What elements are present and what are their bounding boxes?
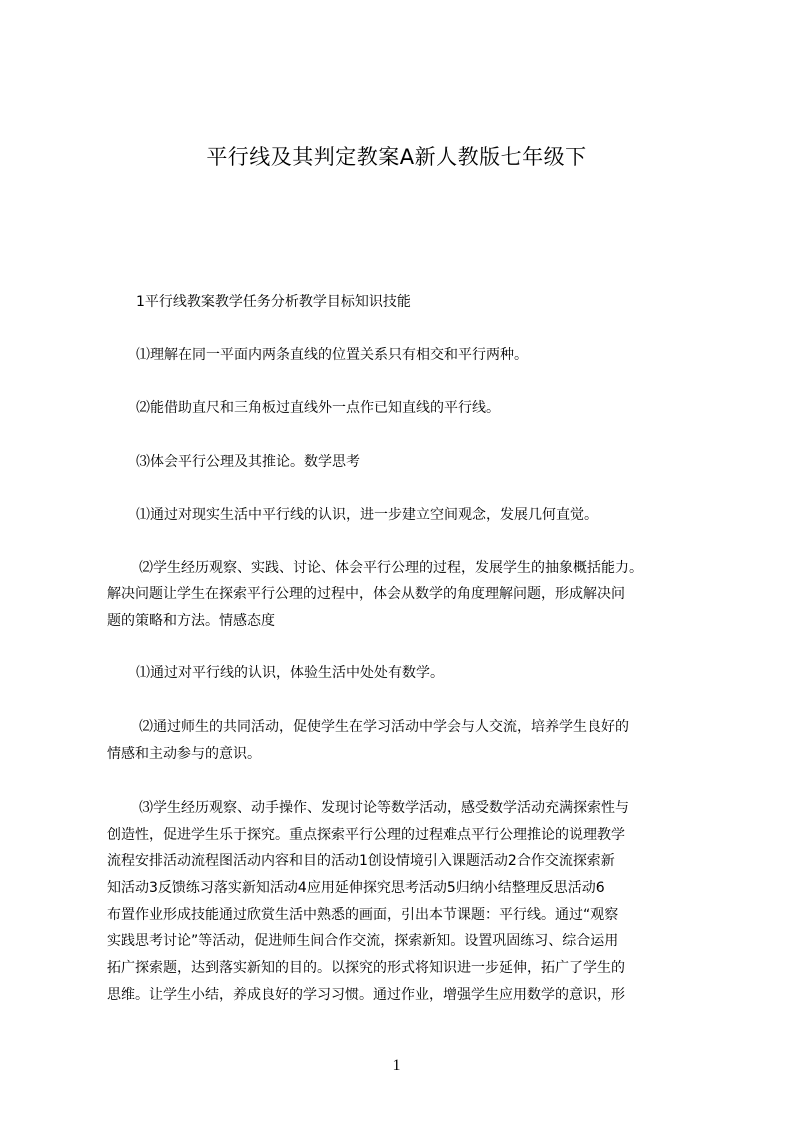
- paragraph-line: 实践思考讨论”等活动，促进师生间合作交流，探索新知。设置巩固练习、综合运用: [107, 933, 619, 949]
- knowledge-item: ⑴理解在同一平面内两条直线的位置关系只有相交和平行两种。: [136, 347, 528, 363]
- thinking-item: ⑴通过对现实生活中平行线的认识，进一步建立空间观念，发展几何直觉。: [136, 507, 598, 523]
- paragraph-line: 思维。让学生小结，养成良好的学习习惯。通过作业，增强学生应用数学的意识，形: [107, 987, 625, 1003]
- paragraph-line: ⑵通过师生的共同活动，促使学生在学习活动中学会与人交流，培养学生良好的: [139, 719, 629, 735]
- section-heading: 1平行线教案教学任务分析教学目标知识技能: [136, 294, 411, 310]
- paragraph-line: 情感和主动参与的意识。: [107, 746, 261, 762]
- paragraph-line: 创造性，促进学生乐于探究。重点探索平行公理的过程难点平行公理推论的说理教学: [107, 827, 625, 843]
- paragraph-line: ⑶学生经历观察、动手操作、发现讨论等数学活动，感受数学活动充满探索性与: [139, 800, 629, 816]
- paragraph-line: 题的策略和方法。情感态度: [107, 613, 275, 629]
- page-number: 1: [392, 1057, 401, 1074]
- document-title: 平行线及其判定教案A新人教版七年级下: [206, 145, 587, 169]
- paragraph-line: 布置作业形成技能通过欣赏生活中熟悉的画面，引出本节课题：平行线。通过“观察: [107, 907, 619, 923]
- paragraph-line: 知活动3反馈练习落实新知活动4应用延伸探究思考活动5归纳小结整理反思活动6: [107, 880, 605, 896]
- paragraph-line: 解决问题让学生在探索平行公理的过程中，体会从数学的角度理解问题，形成解决问: [107, 586, 625, 602]
- knowledge-item: ⑵能借助直尺和三角板过直线外一点作已知直线的平行线。: [136, 400, 500, 416]
- attitude-item: ⑴通过对平行线的认识，体验生活中处处有数学。: [136, 665, 444, 681]
- paragraph-line: 流程安排活动流程图活动内容和目的活动1创设情境引入课题活动2合作交流探索新: [107, 853, 615, 869]
- paragraph-line: 拓广探索题，达到落实新知的目的。以探究的形式将知识进一步延伸，拓广了学生的: [107, 960, 625, 976]
- knowledge-item: ⑶体会平行公理及其推论。数学思考: [136, 454, 360, 470]
- paragraph-line: ⑵学生经历观察、实践、讨论、体会平行公理的过程，发展学生的抽象概括能力。: [139, 560, 643, 576]
